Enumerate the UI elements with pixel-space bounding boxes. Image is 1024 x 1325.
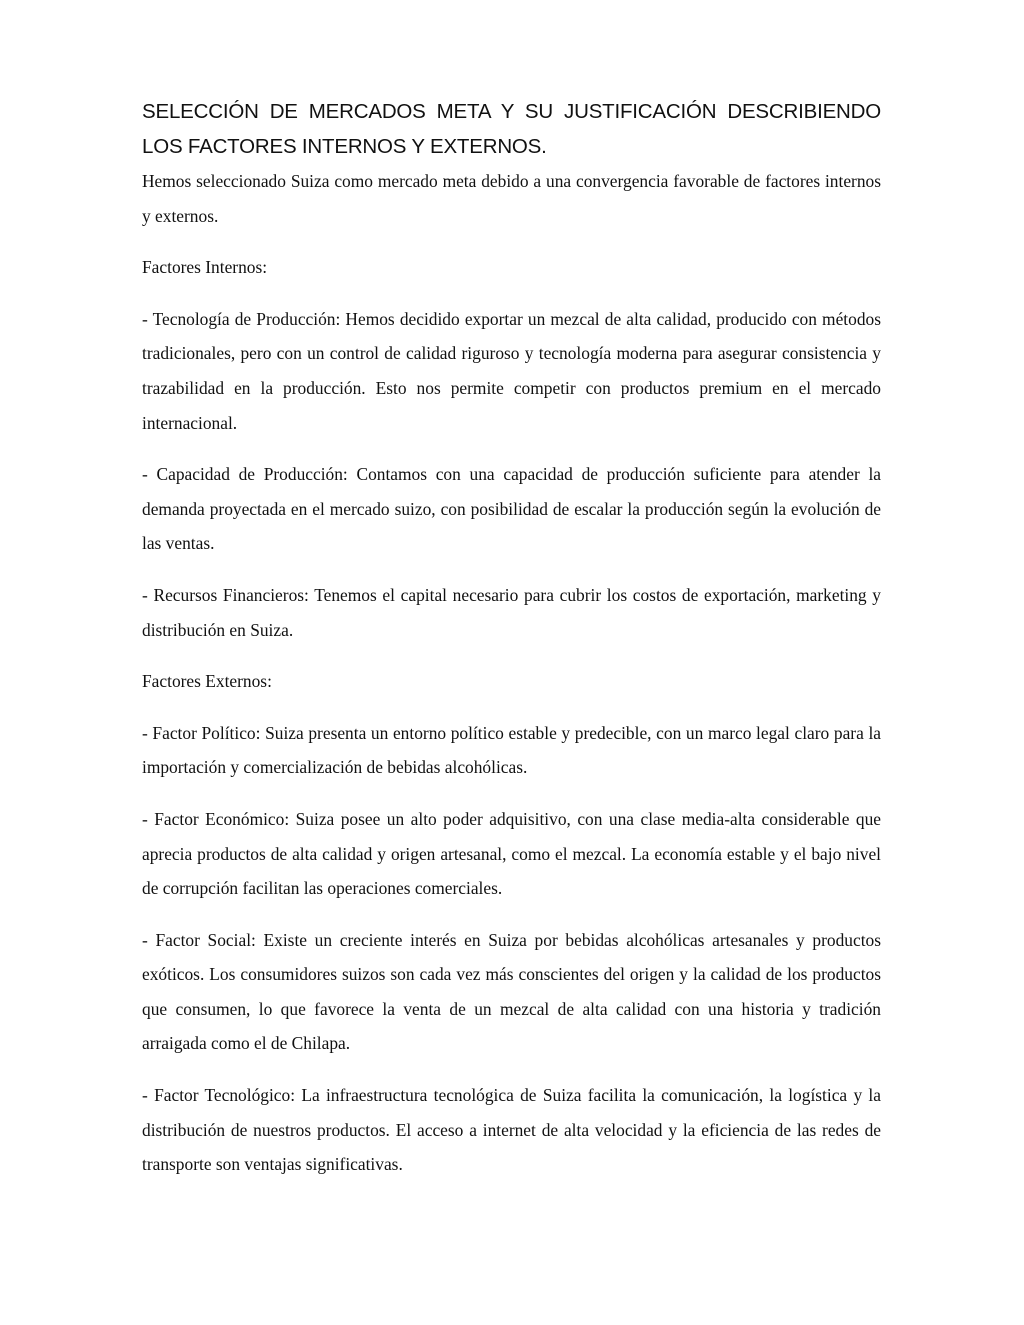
paragraph-production-technology: - Tecnología de Producción: Hemos decidido exportar un mezcal de alta calidad, producido con métodos tradicionales, pero con un control de calidad riguroso y tecnología moderna para asegurar consistencia y trazabilidad en la producción. Esto nos permite competir con productos premium en el mercado internacional.	[142, 308, 881, 433]
intro-paragraph: Hemos seleccionado Suiza como mercado meta debido a una convergencia favorable de factores internos y externos.	[142, 171, 881, 226]
document-title: SELECCIÓN DE MERCADOS META Y SU JUSTIFICACIÓN DESCRIBIENDO LOS FACTORES INTERNOS Y EXTERNOS.	[142, 100, 881, 158]
paragraph-production-capacity: - Capacidad de Producción: Contamos con una capacidad de producción suficiente para atender la demanda proyectada en el mercado suizo, con posibilidad de escalar la producción según la evolución de las ventas.	[142, 464, 881, 554]
document-page	[142, 94, 881, 1199]
paragraph-social-factor: - Factor Social: Existe un creciente interés en Suiza por bebidas alcohólicas artesanales y productos exóticos. Los consumidores suizos son cada vez más conscientes del origen y la calidad de los productos que consumen, lo que favorece la venta de un mezcal de alta calidad con una historia y tradición arraigada como el de Chilapa.	[142, 929, 881, 1054]
paragraph-political-factor: - Factor Político: Suiza presenta un entorno político estable y predecible, con un marco legal claro para la importación y comercialización de bebidas alcohólicas.	[142, 722, 881, 778]
section-heading-internal-factors: Factores Internos:	[142, 257, 268, 278]
section-heading-external-factors: Factores Externos:	[142, 671, 272, 692]
paragraph-economic-factor: - Factor Económico: Suiza posee un alto poder adquisitivo, con una clase media-alta considerable que aprecia productos de alta calidad y origen artesanal, como el mezcal. La economía estable y el bajo nivel de corrupción facilitan las operaciones comerciales.	[142, 808, 881, 899]
paragraph-financial-resources: - Recursos Financieros: Tenemos el capital necesario para cubrir los costos de exportación, marketing y distribución en Suiza.	[142, 584, 881, 640]
paragraph-technological-factor: - Factor Tecnológico: La infraestructura tecnológica de Suiza facilita la comunicación, la logística y la distribución de nuestros productos. El acceso a internet de alta velocidad y la eficiencia de las redes de transporte son ventajas significativas.	[142, 1085, 881, 1175]
